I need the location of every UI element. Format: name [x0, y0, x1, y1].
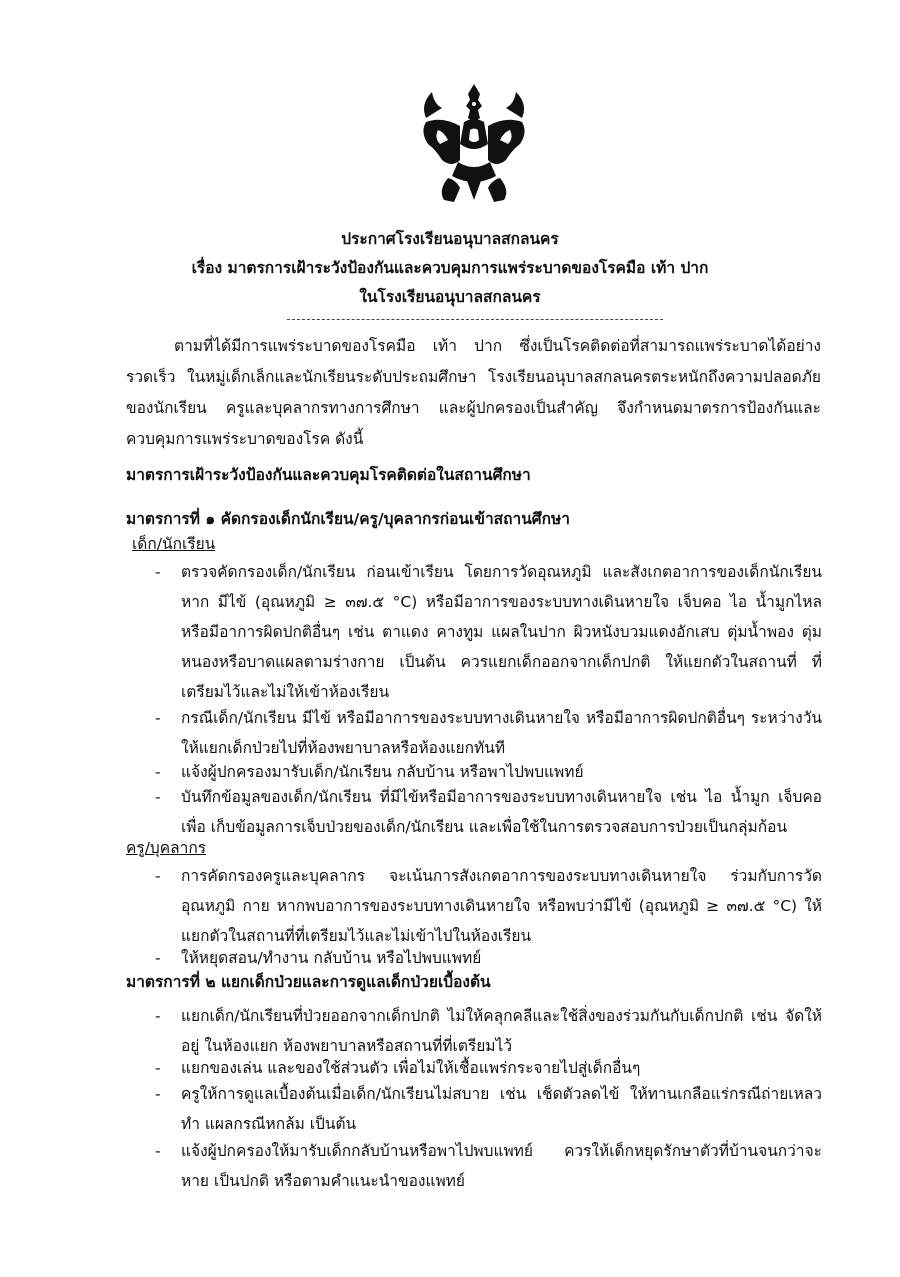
list-item [155, 557, 822, 707]
list-item [155, 1136, 822, 1196]
bullet-dash: - [155, 763, 161, 781]
bullet-dash: - [155, 1085, 161, 1103]
announcement-subject: เรื่อง มาตรการเฝ้าระวังป้องกันและควบคุมการแพร่ระบาดของโรคมือ เท้า ปาก [191, 259, 709, 277]
bullet-dash: - [155, 949, 161, 967]
garuda-emblem [418, 82, 530, 210]
bullet-dash: - [155, 709, 161, 727]
intro-paragraph [126, 331, 821, 455]
list-item [155, 703, 822, 763]
list-item [155, 1079, 822, 1139]
bullet-dash: - [155, 867, 161, 885]
bullet-dash: - [155, 1059, 161, 1077]
list-item-text: แจ้งผู้ปกครองให้มารับเด็กกลับบ้านหรือพาไปพบแพทย์ ควรให้เด็กหยุดรักษาตัวที่บ้านจนกว่าจะหาย เป็นปกติ หรือตามคำแนะนำของแพทย์ [181, 1142, 822, 1190]
list-item-text: การคัดกรองครูและบุคลากร จะเน้นการสังเกตอาการของระบบทางเดินหายใจ ร่วมกับการวัดอุณหภูมิ กาย หากพบอาการของระบบทางเดินหายใจ หรือพบว่ามีไข้ (อุณหภูมิ ≥ ๓๗.๕ °C) ให้แยกตัวในสถานที่ที่เตรียมไว้และไม่เข้าไปในห้องเรียน [181, 867, 822, 945]
list-item [155, 861, 822, 951]
bullet-dash: - [155, 1007, 161, 1025]
list-item-text: แยกเด็ก/นักเรียนที่ป่วยออกจากเด็กปกติ ไม่ให้คลุกคลีและใช้สิ่งของร่วมกันกับเด็กปกติ เช่น จัดให้อยู่ ในห้องแยก ห้องพยาบาลหรือสถานที่ที่เตรียมไว้ [181, 1007, 822, 1055]
list-item-text: แจ้งผู้ปกครองมารับเด็ก/นักเรียน กลับบ้าน หรือพาไปพบแพทย์ [181, 763, 584, 781]
bullet-dash: - [155, 788, 161, 806]
measure1-heading: มาตรการที่ ๑ คัดกรองเด็กนักเรียน/ครู/บุคลากรก่อนเข้าสถานศึกษา [126, 510, 570, 528]
section-heading: มาตรการเฝ้าระวังป้องกันและควบคุมโรคติดต่อในสถานศึกษา [126, 466, 531, 484]
list-item-text: ตรวจคัดกรองเด็ก/นักเรียน ก่อนเข้าเรียน โดยการวัดอุณหภูมิ และสังเกตอาการของเด็กนักเรียน หาก มีไข้ (อุณหภูมิ ≥ ๓๗.๕ °C) หรือมีอาการของระบบทางเดินหายใจ เจ็บคอ ไอ น้ำมูกไหล หรือมีอาการผิดปกติอื่นๆ เช่น ตาแดง คางทูม แผลในปาก ผิวหนังบวมแดงอักเสบ ตุ่มน้ำพอง ตุ่มหนองหรือบาดแผลตามร่างกาย เป็นต้น ควรแยกเด็กออกจากเด็กปกติ ให้แยกตัวในสถานที่ ที่เตรียมไว้และไม่ให้เข้าห้องเรียน [181, 563, 822, 701]
measure2-heading: มาตรการที่ ๒ แยกเด็กป่วยและการดูแลเด็กป่วยเบื้องต้น [126, 973, 491, 991]
list-item [155, 1001, 822, 1061]
list-item-text: ให้หยุดสอน/ทำงาน กลับบ้าน หรือไปพบแพทย์ [181, 949, 482, 967]
list-item-text: แยกของเล่น และของใช้ส่วนตัว เพื่อไม่ให้เชื้อแพร่กระจายไปสู่เด็กอื่นๆ [181, 1059, 641, 1077]
announcement-title: ประกาศโรงเรียนอนุบาลสกลนคร [341, 230, 559, 248]
list-item [155, 943, 822, 973]
staff-label: ครู/บุคลากร [126, 839, 207, 857]
students-label: เด็ก/นักเรียน [132, 535, 216, 553]
intro-text: ตามที่ได้มีการแพร่ระบาดของโรคมือ เท้า ปาก ซึ่งเป็นโรคติดต่อที่สามารถแพร่ระบาดได้อย่างรวดเร็ว ในหมู่เด็กเล็กและนักเรียนระดับประถมศึกษา โรงเรียนอนุบาลสกลนครตระหนักถึงความปลอดภัยของนักเรียน ครูและบุคลากรทางการศึกษา และผู้ปกครองเป็นสำคัญ จึงกำหนดมาตรการป้องกันและควบคุมการแพร่ระบาดของโรค ดังนี้ [126, 337, 821, 448]
dashed-divider [287, 319, 663, 320]
list-item [155, 782, 822, 842]
bullet-dash: - [155, 563, 161, 581]
bullet-dash: - [155, 1142, 161, 1160]
list-item-text: กรณีเด็ก/นักเรียน มีไข้ หรือมีอาการของระบบทางเดินหายใจ หรือมีอาการผิดปกติอื่นๆ ระหว่างวัน ให้แยกเด็กป่วยไปที่ห้องพยาบาลหรือห้องแยกทันที [181, 709, 822, 757]
list-item-text: ครูให้การดูแลเบื้องต้นเมื่อเด็ก/นักเรียนไม่สบาย เช่น เช็ดตัวลดไข้ ให้ทานเกลือแร่กรณีถ่ายเหลว ทำ แผลกรณีหกล้ม เป็นต้น [181, 1085, 822, 1133]
announcement-location: ในโรงเรียนอนุบาลสกลนคร [359, 288, 541, 306]
list-item-text: บันทึกข้อมูลของเด็ก/นักเรียน ที่มีไข้หรือมีอาการของระบบทางเดินหายใจ เช่น ไอ น้ำมูก เจ็บคอ เพื่อ เก็บข้อมูลการเจ็บป่วยของเด็ก/นักเรียน และเพื่อใช้ในการตรวจสอบการป่วยเป็นกลุ่มก้อน [181, 788, 822, 836]
